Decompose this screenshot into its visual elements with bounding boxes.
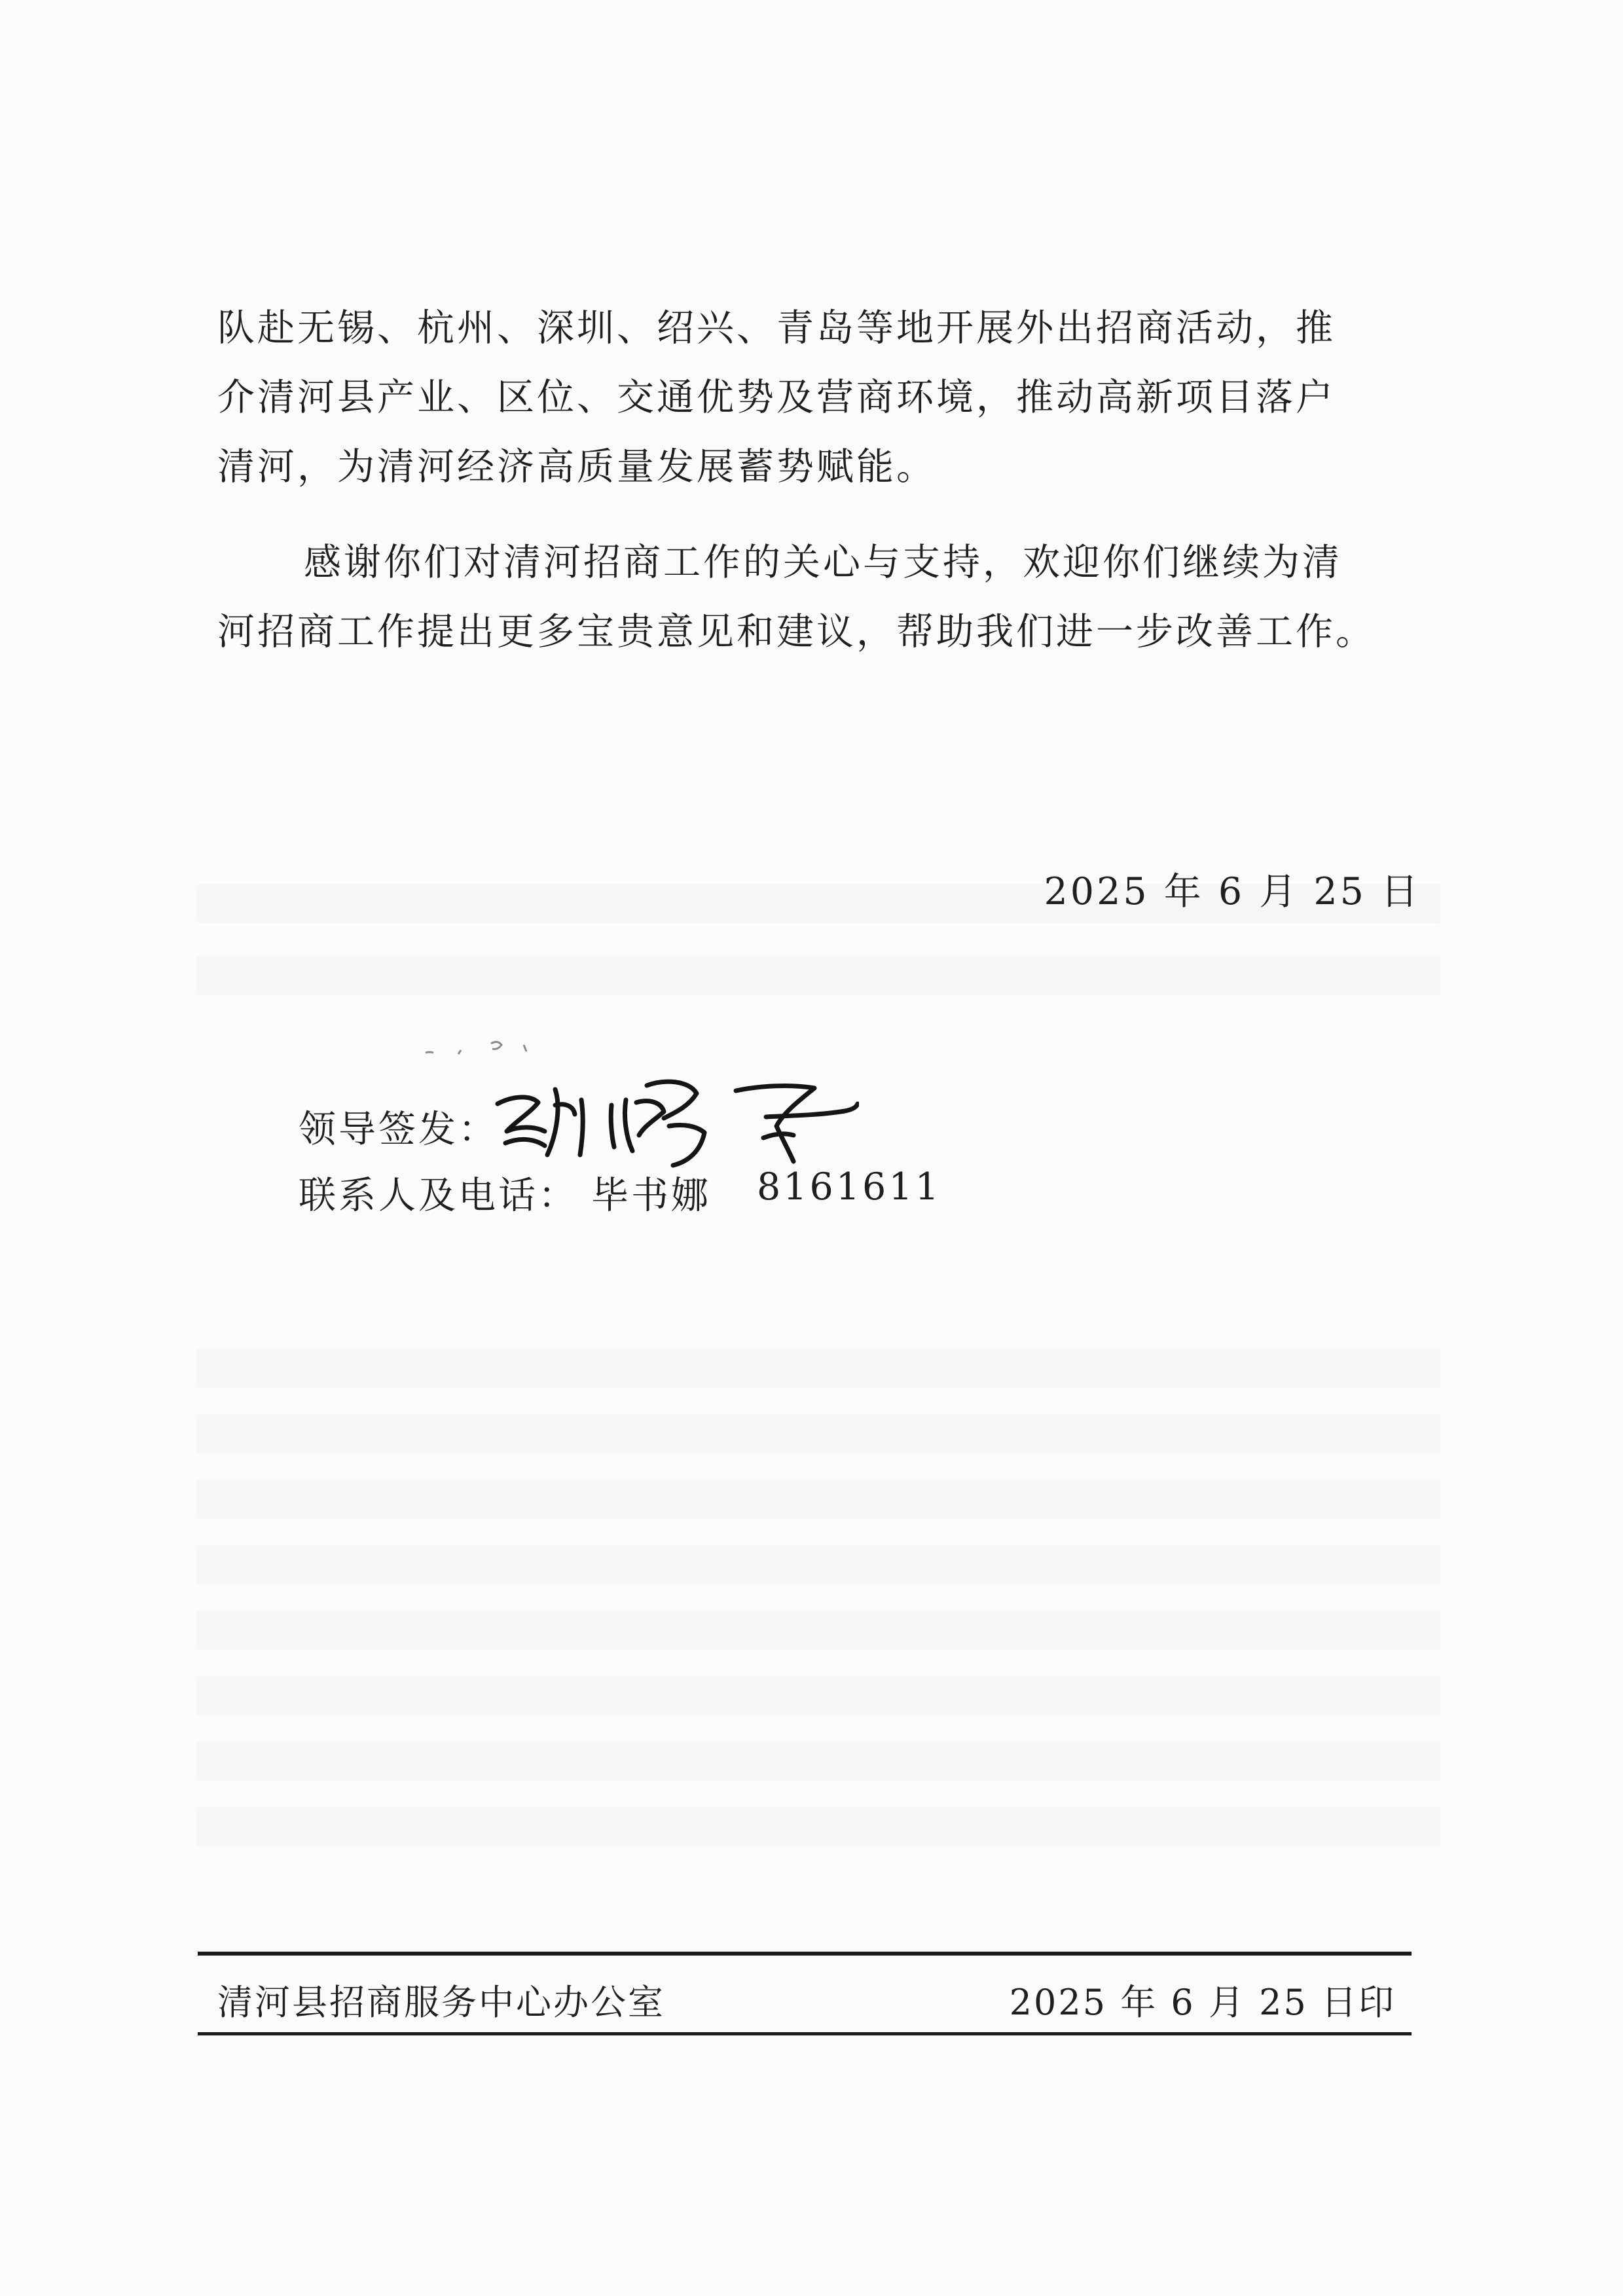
- footer-issuing-office: 清河县招商服务中心办公室: [217, 1982, 665, 2023]
- contact-label: 联系人及电话：: [299, 1174, 578, 1217]
- show-through-band: [196, 956, 1440, 995]
- paragraph-line: 介清河县产业、区位、交通优势及营商环境，推动高新项目落户: [217, 376, 1336, 419]
- contact-phone: 8161611: [757, 1165, 941, 1209]
- show-through-band: [196, 1414, 1440, 1453]
- footer-print-date: 2025 年 6 月 25 日印: [1009, 1982, 1396, 2023]
- contact-name: 毕书娜: [591, 1174, 711, 1217]
- body-paragraph-2: [217, 528, 1435, 666]
- letter-date: 2025 年 6 月 25 日: [1044, 870, 1421, 913]
- show-through-band: [196, 1676, 1440, 1715]
- show-through-band: [196, 1545, 1440, 1584]
- paragraph-line: 感谢你们对清河招商工作的关心与支持，欢迎你们继续为清: [304, 541, 1342, 584]
- contact-row: [299, 1165, 941, 1219]
- show-through-band: [196, 1741, 1440, 1781]
- paragraph-line: 队赴无锡、杭州、深圳、绍兴、青岛等地开展外出招商活动，推: [217, 306, 1336, 350]
- paragraph-line: 清河，为清河经济高质量发展蓄势赋能。: [217, 445, 936, 488]
- paragraph-line: 河招商工作提出更多宝贵意见和建议，帮助我们进一步改善工作。: [217, 610, 1376, 653]
- footer-bottom-rule: [198, 2032, 1412, 2035]
- leader-sign-label: 领导签发：: [299, 1108, 498, 1151]
- leader-sign-row: [299, 1087, 498, 1165]
- footer-top-rule: [198, 1952, 1412, 1956]
- body-paragraph-1: [217, 293, 1435, 501]
- show-through-band: [196, 1349, 1440, 1388]
- handwritten-signature: [492, 1040, 859, 1177]
- show-through-band: [196, 1807, 1440, 1846]
- show-through-band: [196, 1480, 1440, 1519]
- document-footer: [217, 1963, 1396, 2028]
- show-through-band: [196, 1611, 1440, 1650]
